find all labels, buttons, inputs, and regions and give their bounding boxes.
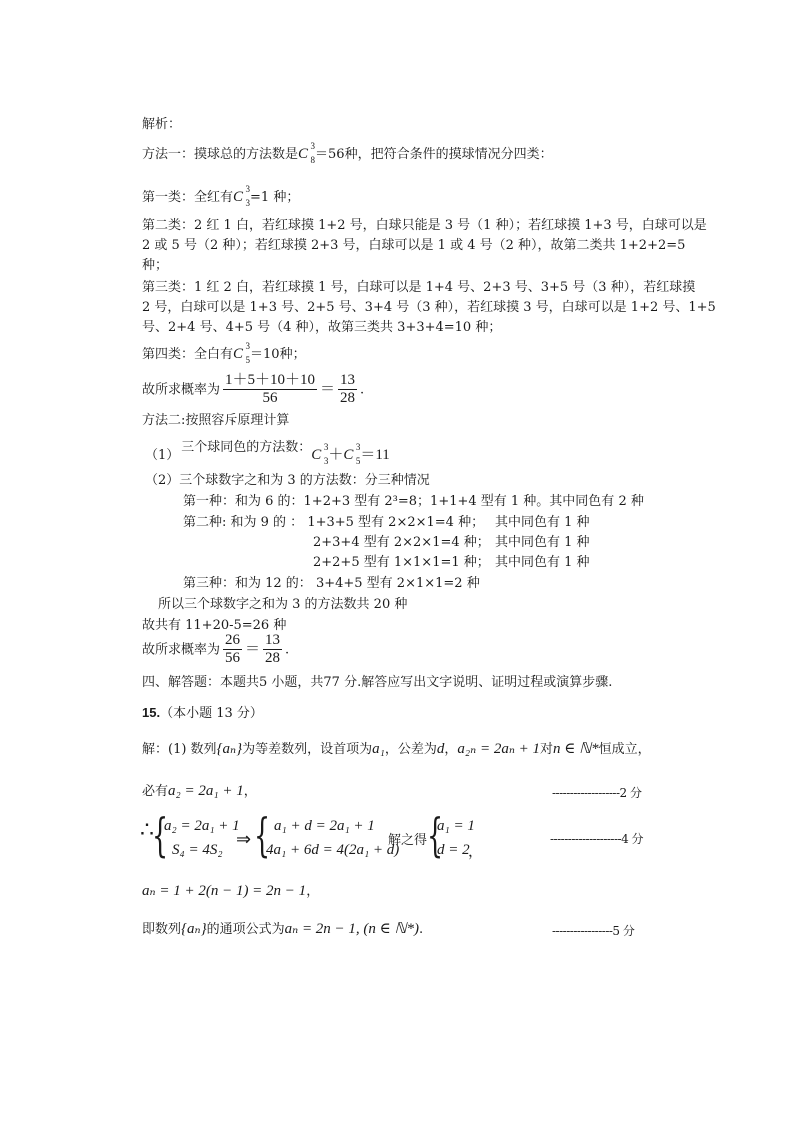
comb-letter: C <box>233 189 244 205</box>
fraction-denominator: 56 <box>262 390 278 407</box>
category3-line3: 号、2+4 号、4+5 号（4 种），故第三类共 3+3+4=10 种； <box>142 320 502 335</box>
solution-text: 对 <box>540 742 554 757</box>
method2-item1 <box>145 438 390 467</box>
case3: 第三种：和为 12 的： 3+4+5 型有 2×1×1=2 种 <box>183 576 480 591</box>
period: . <box>285 642 290 658</box>
fraction-13-28 <box>338 372 357 408</box>
period: . <box>360 382 365 398</box>
category4-text-b: ＝10种； <box>250 347 306 362</box>
method2-title: 方法二:按照容斥原理计算 <box>142 413 290 428</box>
solution-text: 必有 <box>142 784 169 799</box>
method2-result <box>142 632 289 668</box>
case2-line1-same-color: 其中同色有 1 种 <box>495 515 590 530</box>
solution-text: ， <box>444 742 458 757</box>
combination-c3-3 <box>311 442 329 467</box>
solution-text: ， <box>306 884 320 899</box>
problem-15-header <box>142 705 263 722</box>
left-brace: { <box>254 808 271 862</box>
an-formula-line <box>142 882 319 900</box>
problem-title: （本小题 13 分） <box>160 706 263 721</box>
category3-line1: 第三类：1 红 2 白，若红球摸 1 号，白球可以是 1+4 号、2+3 号、3+5 号（3 种），若红球摸 <box>142 280 696 295</box>
general-term: aₙ = 2n − 1, (n ∈ ℕ*) <box>284 921 420 937</box>
method1-intro-text-b: ＝56种，把符合条件的摸球情况分四类： <box>315 147 553 162</box>
comb-letter: C <box>298 146 309 162</box>
comb-sup: 3 <box>323 442 329 452</box>
score-2: -------------------2 分 <box>552 786 642 800</box>
system1-row2: S₄ = 4S₂ <box>172 842 223 858</box>
category3-line2: 2 号，白球可以是 1+3 号、2+5 号、3+4 号（3 种），若红球摸 3 号，白球可以是 1+2 号、1+5 <box>142 300 716 315</box>
method1-intro-text-a: 方法一：摸球总的方法数是 <box>142 147 299 162</box>
item1-result: ＝11 <box>360 447 390 463</box>
system2-row1: a₁ + d = 2a₁ + 1 <box>274 818 375 834</box>
common-difference: d <box>436 741 445 757</box>
method1-result <box>142 372 364 408</box>
case2-line1: 第二种: 和为 9 的 ： 1+3+5 型有 2×2×1=4 种； <box>183 515 485 530</box>
solution-text: ， <box>243 784 257 799</box>
category2-line3: 种； <box>142 258 169 273</box>
combination-c5-3 <box>233 341 251 366</box>
fraction-numerator: 13 <box>338 372 357 390</box>
left-brace: { <box>152 808 169 862</box>
implies-arrow: ⇒ <box>236 829 252 849</box>
final-line <box>142 920 423 938</box>
system3-row2: d = 2 <box>437 842 470 858</box>
equals-sign: ＝ <box>320 381 336 398</box>
equals-sign: ＝ <box>245 641 261 658</box>
category4 <box>142 341 306 366</box>
equation-a2: a₂ = 2a₁ + 1 <box>168 783 244 799</box>
case2-line2-same-color: 其中同色有 1 种 <box>495 535 590 550</box>
category1 <box>142 184 300 209</box>
comb-sub: 3 <box>245 198 251 209</box>
comb-sup: 3 <box>310 141 316 151</box>
method1-intro <box>142 141 553 166</box>
case2-line2: 2+3+4 型有 2×2×1=4 种； <box>313 535 490 550</box>
comb-sup: 3 <box>355 442 361 452</box>
solution-text: 解：(1) 数列 <box>142 742 217 757</box>
comb-sub: 5 <box>355 456 361 467</box>
sequence-an: {aₙ} <box>181 921 207 937</box>
problem-number: 15. <box>142 705 161 720</box>
system3-row1: a₁ = 1 <box>437 818 475 834</box>
case2-line3: 2+2+5 型有 1×1×1=1 种； <box>313 555 490 570</box>
solution-text: 的通项公式为 <box>206 922 285 937</box>
fraction-denominator: 28 <box>340 390 356 407</box>
fraction-denominator: 28 <box>265 650 281 667</box>
method2-item2: （2）三个球数字之和为 3 的方法数：分三种情况 <box>145 473 430 488</box>
therefore-symbol: ∴ <box>140 818 154 843</box>
sequence-an: {aₙ} <box>216 741 243 757</box>
item1-text: 三个球同色的方法数： <box>181 440 312 455</box>
score-5: -----------------5 分 <box>552 924 635 938</box>
method2-result-label: 故所求概率为 <box>142 642 221 658</box>
section4-heading: 四、解答题：本题共5 小题，共77 分.解答应写出文字说明、证明过程或演算步骤. <box>142 675 613 690</box>
n-in-naturals: n ∈ ℕ* <box>553 741 599 757</box>
system2-row2: 4a₁ + 6d = 4(2a₁ + d) <box>266 842 400 858</box>
case1: 第一种：和为 6 的：1+2+3 型有 2³=8；1+1+4 型有 1 种。其中同色有 2 种 <box>183 494 644 509</box>
solution-text: 即数列 <box>142 922 182 937</box>
fraction-numerator: 26 <box>223 632 242 650</box>
solution-line1 <box>142 740 651 758</box>
solve-label: 解之得 <box>388 833 428 848</box>
fraction-13-28 <box>263 632 282 668</box>
first-term: a₁ <box>372 741 385 757</box>
solution-text: . <box>419 922 424 937</box>
category2-line2: 2 或 5 号（2 种）；若红球摸 2+3 号，白球可以是 1 或 4 号（2 种），故第二类共 1+2+2=5 <box>142 238 686 253</box>
analysis-heading: 解析： <box>142 117 182 132</box>
category1-text-b: =1 种； <box>250 190 300 205</box>
comb-sub: 5 <box>245 355 251 366</box>
fraction-sum-over-56 <box>223 372 317 408</box>
left-brace: { <box>427 808 444 862</box>
fraction-numerator: 13 <box>263 632 282 650</box>
category4-text-a: 第四类：全白有 <box>142 347 234 362</box>
fraction-26-56 <box>223 632 242 668</box>
comb-sup: 3 <box>245 184 251 194</box>
comma: ， <box>468 844 484 860</box>
fraction-denominator: 56 <box>225 650 241 667</box>
comb-letter: C <box>233 346 244 362</box>
solution-text: ，公差为 <box>384 742 437 757</box>
comb-sub: 3 <box>323 456 329 467</box>
solution-text: 为等差数列，设首项为 <box>242 742 373 757</box>
comb-letter: C <box>311 447 322 463</box>
recurrence-condition: a₂ₙ = 2aₙ + 1 <box>457 741 541 757</box>
fraction-numerator: 1＋5＋10＋10 <box>223 372 317 390</box>
category2-line1: 第二类：2 红 1 白，若红球摸 1+2 号，白球只能是 3 号（1 种）；若红球摸 1+3 号，白球可以是 <box>142 218 707 233</box>
combination-c3-3 <box>233 184 251 209</box>
comb-sup: 3 <box>245 341 251 351</box>
method1-result-label: 故所求概率为 <box>142 382 221 398</box>
plus-sign: ＋ <box>328 447 344 463</box>
combination-c5-3 <box>343 442 361 467</box>
solution-line2 <box>142 782 257 800</box>
an-formula: aₙ = 1 + 2(n − 1) = 2n − 1 <box>142 883 307 899</box>
case2-line3-same-color: 其中同色有 1 种 <box>495 555 590 570</box>
method2-combined: 故共有 11+20-5=26 种 <box>142 618 287 633</box>
system1-row1: a₂ = 2a₁ + 1 <box>164 818 240 834</box>
comb-sub: 8 <box>310 155 316 166</box>
combination-c8-3 <box>298 141 316 166</box>
comb-letter: C <box>343 447 354 463</box>
solution-text: 恒成立， <box>598 742 651 757</box>
item1-label: （1） <box>145 448 180 463</box>
score-4: --------------------4 分 <box>550 832 644 846</box>
method2-total: 所以三个球数字之和为 3 的方法数共 20 种 <box>158 597 408 612</box>
category1-text-a: 第一类：全红有 <box>142 190 234 205</box>
